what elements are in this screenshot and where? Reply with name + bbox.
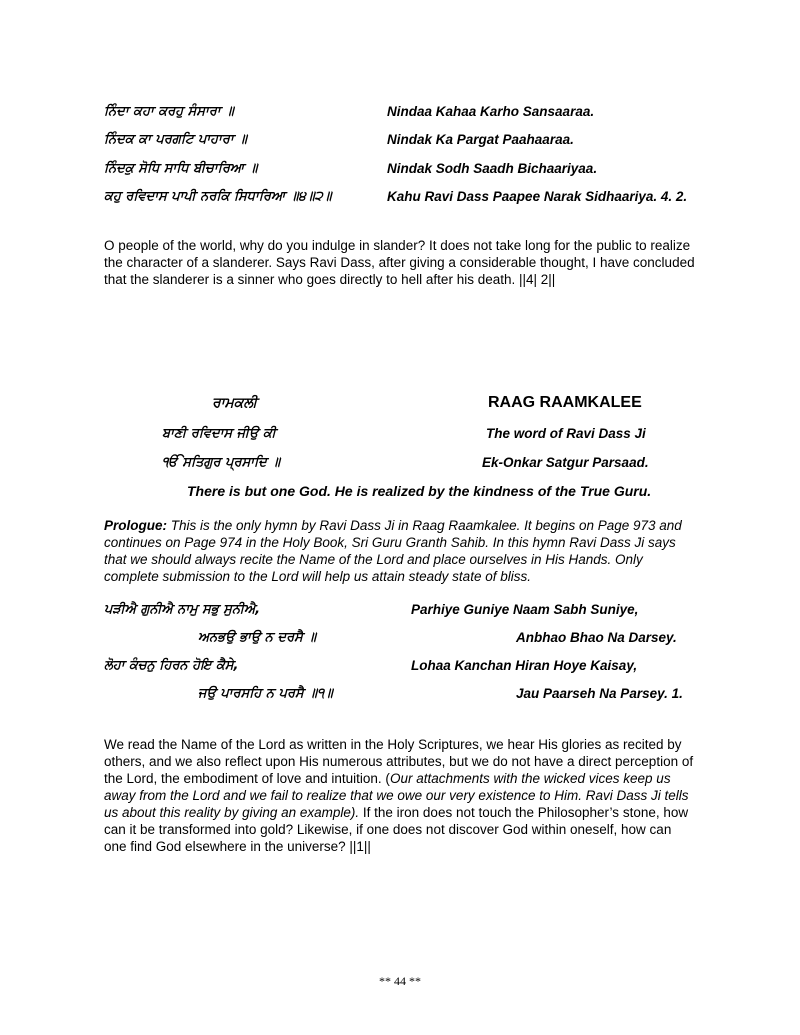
stanza2-transliteration-line-4: Jau Paarseh Na Parsey. 1. xyxy=(516,686,683,701)
raag-english-title: RAAG RAAMKALEE xyxy=(488,394,642,411)
mool-mantar-english: Ek-Onkar Satgur Parsaad. xyxy=(482,455,649,470)
prologue-label: Prologue: xyxy=(104,518,167,533)
stanza2-gurmukhi-line-1: ਪੜੀਐ ਗੁਨੀਐ ਨਾਮੁ ਸਭੁ ਸੁਨੀਐ, xyxy=(104,602,261,617)
mool-mantar-gurmukhi: ੴ ਸਤਿਗੁਰ ਪ੍ਰਸਾਦਿ ॥ xyxy=(162,455,281,470)
stanza2-gurmukhi-line-2: ਅਨਭਉ ਭਾਉ ਨ ਦਰਸੈ ॥ xyxy=(198,630,317,645)
stanza2-transliteration-line-1: Parhiye Guniye Naam Sabh Suniye, xyxy=(411,602,639,617)
one-god-statement: There is but one God. He is realized by the kindness of the True Guru. xyxy=(187,483,652,499)
stanza1-gurmukhi-line-2: ਨਿੰਦਕ ਕਾ ਪਰਗਟਿ ਪਾਹਾਰਾ ॥ xyxy=(104,132,247,147)
stanza1-translation: O people of the world, why do you indulge in slander? It does not take long for the public to realize the character of a slanderer. Says Ravi Dass, after giving a considerable thought, I have concluded that the slanderer is a sinner who goes directly to hell after his death. ||4| 2|| xyxy=(104,238,695,287)
stanza1-transliteration-line-3: Nindak Sodh Saadh Bichaariyaa. xyxy=(387,161,598,176)
stanza2-transliteration-line-2: Anbhao Bhao Na Darsey. xyxy=(516,630,677,645)
stanza1-transliteration-line-2: Nindak Ka Pargat Paahaaraa. xyxy=(387,132,574,147)
stanza2-gurmukhi-line-4: ਜਉ ਪਾਰਸਹਿ ਨ ਪਰਸੈ ॥੧॥ xyxy=(198,686,333,701)
stanza2-translation-italic: Our attachments with the wicked vices keep us away from the Lord and we fail to realize that we owe our very existence to Him. Ravi Dass Ji tells us about this reality by giving an example). xyxy=(104,771,689,820)
bani-gurmukhi-line: ਬਾਣੀ ਰਵਿਦਾਸ ਜੀਉ ਕੀ xyxy=(162,426,276,441)
stanza2-translation xyxy=(104,736,696,855)
prologue-text: This is the only hymn by Ravi Dass Ji in Raag Raamkalee. It begins on Page 973 and continues on Page 974 in the Holy Book, Sri Guru Granth Sahib. In this hymn Ravi Dass Ji says that we should always recite the Name of the Lord and place ourselves in His Hands. Only complete submission to the Lord will help us attain steady state of bliss. xyxy=(104,518,682,584)
stanza2-translation-part-1: We read the Name of the Lord as written in the Holy Scriptures, we hear His glories as recited by others, and we also reflect upon His numerous attributes, but we do not have a direct perception of the Lord, the embodiment of love and intuition. ( xyxy=(104,737,694,786)
stanza2-gurmukhi-line-3: ਲੋਹਾ ਕੰਚਨੁ ਹਿਰਨ ਹੋਇ ਕੈਸੇ, xyxy=(104,658,239,673)
page-number: ** 44 ** xyxy=(379,974,421,988)
stanza1-transliteration-line-4: Kahu Ravi Dass Paapee Narak Sidhaariya. 4. 2. xyxy=(387,189,688,204)
raag-gurmukhi-title: ਰਾਮਕਲੀ xyxy=(212,395,258,411)
stanza2-translation-part-2: If the iron does not touch the Philosopher’s stone, how can it be transformed into gold? Likewise, if one does not discover God within oneself, how can one find God elsewhere in the universe? ||1|| xyxy=(104,805,689,854)
stanza2-transliteration-line-3: Lohaa Kanchan Hiran Hoye Kaisay, xyxy=(411,658,638,673)
stanza1-gurmukhi-line-1: ਨਿੰਦਾ ਕਹਾ ਕਰਹੁ ਸੰਸਾਰਾ ॥ xyxy=(104,104,234,119)
stanza1-transliteration-line-1: Nindaa Kahaa Karho Sansaaraa. xyxy=(387,104,595,119)
stanza1-gurmukhi-line-3: ਨਿੰਦਕੁ ਸੋਧਿ ਸਾਧਿ ਬੀਚਾਰਿਆ ॥ xyxy=(104,161,258,176)
prologue-paragraph xyxy=(104,517,696,585)
bani-english-line: The word of Ravi Dass Ji xyxy=(486,426,646,441)
stanza1-gurmukhi-line-4: ਕਹੁ ਰਵਿਦਾਸ ਪਾਪੀ ਨਰਕਿ ਸਿਧਾਰਿਆ ॥੪॥੨॥ xyxy=(104,189,332,204)
